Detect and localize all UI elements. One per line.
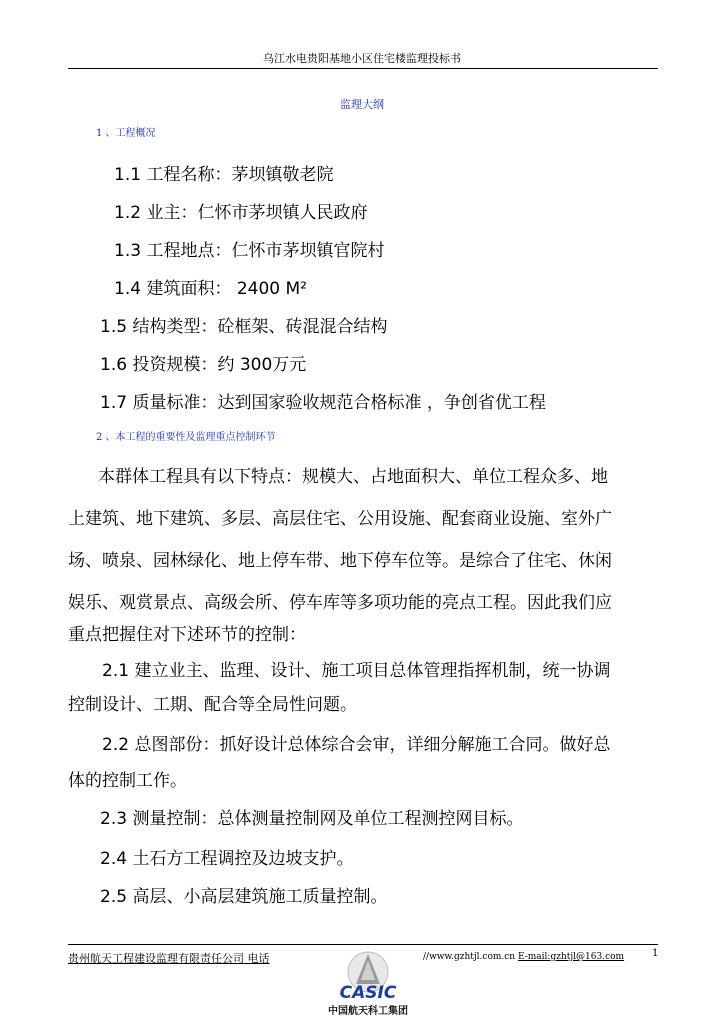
item-2-1-line: 控制设计、工期、配合等全局性问题。 [68,695,357,715]
intro-line: 娱乐、观赏景点、高级会所、停车库等多项功能的亮点工程。因此我们应 [68,593,612,613]
outline-title: 监理大纲 [340,98,384,111]
logo-text: CASIC [339,983,397,1002]
intro-line: 场、喷泉、园林绿化、地上停车带、地下停车位等。是综合了住宅、休闲 [68,551,612,571]
section-1-heading: 1 、工程概况 [96,128,156,139]
item-2-5-line: 2.5 高层、小高层建筑施工质量控制。 [100,887,388,907]
casic-emblem-icon [318,950,418,1002]
footer-company: 贵州航天工程建设监理有限责任公司 电话 [68,952,270,965]
logo-caption: 中国航天科工集团 [328,1006,408,1017]
intro-line: 重点把握住对下述环节的控制： [68,625,306,645]
page-number: 1 [652,948,659,959]
footer-divider [68,944,658,945]
section-2-heading: 2 、本工程的重要性及监理重点控制环节 [96,432,276,443]
page-header-title: 乌江水电贵阳基地小区住宅楼监理投标书 [263,52,461,65]
intro-line: 上建筑、地下建筑、多层、高层住宅、公用设施、配套商业设施、室外广 [68,509,612,529]
floor-area-line: 1.4 建筑面积： 2400 M² [114,279,307,299]
item-2-1-line: 2.1 建立业主、监理、设计、施工项目总体管理指挥机制，统一协调 [102,661,611,681]
location-line: 1.3 工程地点：仁怀市茅坝镇官院村 [114,241,385,261]
footer-web: //www.gzhtjl.com.cn [423,952,516,962]
footer-contact [423,952,624,962]
intro-line: 本群体工程具有以下特点：规模大、占地面积大、单位工程众多、地 [98,467,608,487]
footer-email: E-mail:gzhtjl@163.com [517,952,625,962]
quality-standard-line: 1.7 质量标准：达到国家验收规范合格标准 ，争创省优工程 [100,393,546,413]
structure-type-line: 1.5 结构类型：砼框架、砖混混合结构 [100,317,388,337]
item-2-3-line: 2.3 测量控制：总体测量控制网及单位工程测控网目标。 [100,809,524,829]
owner-line: 1.2 业主：仁怀市茅坝镇人民政府 [114,203,368,223]
item-2-2-line: 2.2 总图部份：抓好设计总体综合会审，详细分解施工合同。做好总 [102,735,611,755]
investment-line: 1.6 投资规模：约 300万元 [100,355,307,375]
header-divider [68,68,658,69]
project-name-line: 1.1 工程名称：茅坝镇敬老院 [114,165,334,185]
item-2-4-line: 2.4 土石方工程调控及边坡支护。 [100,849,354,869]
item-2-2-line: 体的控制工作。 [68,771,187,791]
